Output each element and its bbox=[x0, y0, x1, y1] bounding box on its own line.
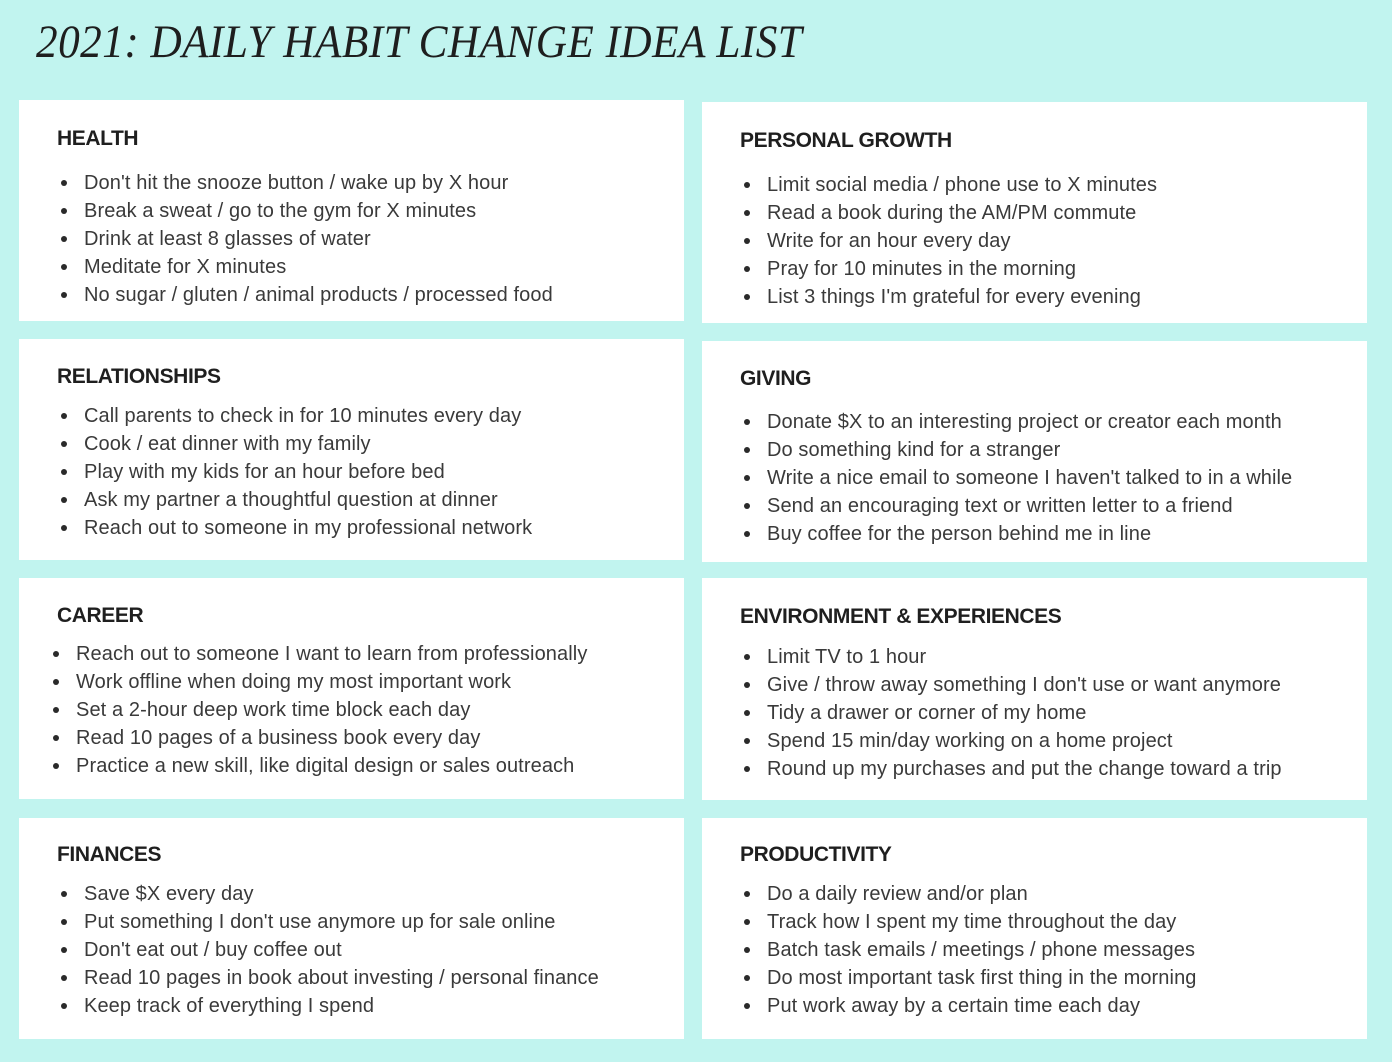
bullet-icon bbox=[61, 919, 67, 925]
habit-list bbox=[57, 880, 599, 1020]
bullet-icon bbox=[744, 891, 750, 897]
list-item-text: Limit TV to 1 hour bbox=[767, 646, 927, 668]
list-item-text: Put work away by a certain time each day bbox=[767, 995, 1141, 1017]
habit-list bbox=[740, 171, 1157, 311]
bullet-icon bbox=[744, 294, 750, 300]
list-item bbox=[49, 724, 587, 752]
list-item bbox=[740, 283, 1157, 311]
list-item-text: Tidy a drawer or corner of my home bbox=[767, 702, 1087, 724]
list-item bbox=[57, 992, 599, 1020]
list-item-text: Donate $X to an interesting project or creator each month bbox=[767, 411, 1282, 433]
list-item-text: Reach out to someone in my professional network bbox=[84, 517, 533, 539]
bullet-icon bbox=[61, 525, 67, 531]
bullet-icon bbox=[53, 707, 59, 713]
card-title: HEALTH bbox=[57, 127, 139, 150]
habit-list bbox=[740, 408, 1292, 548]
list-item-text: Give / throw away something I don't use or want anymore bbox=[767, 674, 1282, 696]
list-item-text: Don't eat out / buy coffee out bbox=[84, 939, 342, 961]
list-item-text: Set a 2-hour deep work time block each day bbox=[76, 699, 471, 721]
list-item-text: No sugar / gluten / animal products / processed food bbox=[84, 284, 553, 306]
bullet-icon bbox=[61, 292, 67, 298]
habit-list bbox=[740, 643, 1282, 783]
list-item-text: Read a book during the AM/PM commute bbox=[767, 202, 1137, 224]
list-item-text: Limit social media / phone use to X minutes bbox=[767, 174, 1158, 196]
list-item bbox=[49, 752, 587, 780]
list-item-text: List 3 things I'm grateful for every evening bbox=[767, 286, 1141, 308]
bullet-icon bbox=[53, 679, 59, 685]
list-item bbox=[49, 668, 587, 696]
bullet-icon bbox=[61, 891, 67, 897]
list-item-text: Do something kind for a stranger bbox=[767, 439, 1061, 461]
card-title: ENVIRONMENT & EXPERIENCES bbox=[740, 605, 1062, 628]
bullet-icon bbox=[61, 180, 67, 186]
list-item bbox=[740, 964, 1197, 992]
bullet-icon bbox=[61, 947, 67, 953]
list-item-text: Do a daily review and/or plan bbox=[767, 883, 1028, 905]
card-giving bbox=[702, 341, 1367, 562]
list-item bbox=[57, 402, 532, 430]
bullet-icon bbox=[61, 441, 67, 447]
list-item bbox=[740, 755, 1282, 783]
bullet-icon bbox=[53, 735, 59, 741]
habit-list bbox=[57, 169, 553, 309]
bullet-icon bbox=[744, 919, 750, 925]
list-item-text: Write a nice email to someone I haven't talked to in a while bbox=[767, 467, 1293, 489]
bullet-icon bbox=[61, 975, 67, 981]
bullet-icon bbox=[53, 763, 59, 769]
list-item bbox=[57, 514, 532, 542]
bullet-icon bbox=[744, 210, 750, 216]
list-item bbox=[57, 253, 553, 281]
list-item bbox=[57, 964, 599, 992]
list-item-text: Break a sweat / go to the gym for X minutes bbox=[84, 200, 477, 222]
habit-list bbox=[740, 880, 1197, 1020]
list-item-text: Buy coffee for the person behind me in line bbox=[767, 523, 1152, 545]
list-item bbox=[740, 171, 1157, 199]
bullet-icon bbox=[744, 766, 750, 772]
bullet-icon bbox=[61, 413, 67, 419]
bullet-icon bbox=[744, 531, 750, 537]
bullet-icon bbox=[744, 419, 750, 425]
card-finances bbox=[19, 818, 684, 1039]
list-item-text: Meditate for X minutes bbox=[84, 256, 287, 278]
list-item bbox=[57, 880, 599, 908]
list-item-text: Don't hit the snooze button / wake up by X hour bbox=[84, 172, 509, 194]
list-item bbox=[740, 643, 1282, 671]
list-item-text: Save $X every day bbox=[84, 883, 254, 905]
list-item-text: Practice a new skill, like digital design or sales outreach bbox=[76, 755, 575, 777]
list-item-text: Cook / eat dinner with my family bbox=[84, 433, 371, 455]
list-item-text: Read 10 pages of a business book every day bbox=[76, 727, 481, 749]
list-item bbox=[740, 255, 1157, 283]
list-item-text: Read 10 pages in book about investing / personal finance bbox=[84, 967, 599, 989]
card-title: FINANCES bbox=[57, 843, 162, 866]
list-item bbox=[57, 908, 599, 936]
list-item-text: Keep track of everything I spend bbox=[84, 995, 375, 1017]
bullet-icon bbox=[744, 1003, 750, 1009]
bullet-icon bbox=[744, 947, 750, 953]
list-item-text: Work offline when doing my most important work bbox=[76, 671, 512, 693]
list-item-text: Pray for 10 minutes in the morning bbox=[767, 258, 1077, 280]
card-title: RELATIONSHIPS bbox=[57, 365, 221, 388]
list-item bbox=[740, 227, 1157, 255]
card-environment-experiences bbox=[702, 578, 1367, 800]
bullet-icon bbox=[744, 503, 750, 509]
list-item-text: Do most important task first thing in the morning bbox=[767, 967, 1197, 989]
list-item-text: Batch task emails / meetings / phone messages bbox=[767, 939, 1196, 961]
list-item bbox=[740, 992, 1197, 1020]
bullet-icon bbox=[61, 236, 67, 242]
bullet-icon bbox=[744, 710, 750, 716]
list-item bbox=[57, 197, 553, 225]
list-item bbox=[740, 408, 1292, 436]
list-item bbox=[57, 281, 553, 309]
bullet-icon bbox=[61, 1003, 67, 1009]
list-item bbox=[740, 199, 1157, 227]
list-item-text: Play with my kids for an hour before bed bbox=[84, 461, 445, 483]
bullet-icon bbox=[744, 738, 750, 744]
list-item bbox=[740, 727, 1282, 755]
list-item-text: Ask my partner a thoughtful question at dinner bbox=[84, 489, 498, 511]
list-item bbox=[57, 430, 532, 458]
list-item bbox=[57, 169, 553, 197]
list-item bbox=[57, 225, 553, 253]
list-item bbox=[740, 671, 1282, 699]
list-item bbox=[49, 696, 587, 724]
list-item-text: Send an encouraging text or written letter to a friend bbox=[767, 495, 1233, 517]
list-item bbox=[740, 908, 1197, 936]
list-item bbox=[57, 458, 532, 486]
list-item-text: Track how I spent my time throughout the day bbox=[767, 911, 1177, 933]
list-item bbox=[740, 436, 1292, 464]
list-item bbox=[49, 640, 587, 668]
habit-list bbox=[57, 402, 532, 542]
list-item bbox=[740, 880, 1197, 908]
list-item bbox=[57, 936, 599, 964]
list-item bbox=[740, 464, 1292, 492]
list-item bbox=[740, 936, 1197, 964]
bullet-icon bbox=[744, 682, 750, 688]
bullet-icon bbox=[744, 475, 750, 481]
card-productivity bbox=[702, 818, 1367, 1039]
card-title: PERSONAL GROWTH bbox=[740, 129, 952, 152]
card-title: GIVING bbox=[740, 367, 812, 390]
bullet-icon bbox=[744, 654, 750, 660]
card-title: PRODUCTIVITY bbox=[740, 843, 892, 866]
bullet-icon bbox=[744, 266, 750, 272]
bullet-icon bbox=[61, 264, 67, 270]
bullet-icon bbox=[744, 447, 750, 453]
bullet-icon bbox=[744, 182, 750, 188]
list-item bbox=[740, 699, 1282, 727]
bullet-icon bbox=[53, 651, 59, 657]
bullet-icon bbox=[744, 238, 750, 244]
page-title: 2021: DAILY HABIT CHANGE IDEA LIST bbox=[36, 16, 803, 68]
card-relationships bbox=[19, 339, 684, 560]
habit-list bbox=[49, 640, 587, 780]
card-career bbox=[19, 578, 684, 799]
list-item-text: Put something I don't use anymore up for sale online bbox=[84, 911, 556, 933]
list-item-text: Call parents to check in for 10 minutes every day bbox=[84, 405, 522, 427]
bullet-icon bbox=[61, 497, 67, 503]
list-item-text: Round up my purchases and put the change toward a trip bbox=[767, 758, 1282, 780]
list-item bbox=[57, 486, 532, 514]
list-item-text: Spend 15 min/day working on a home project bbox=[767, 730, 1173, 752]
list-item-text: Reach out to someone I want to learn from professionally bbox=[76, 643, 588, 665]
card-health bbox=[19, 100, 684, 321]
card-title: CAREER bbox=[57, 604, 144, 627]
bullet-icon bbox=[61, 469, 67, 475]
card-personal-growth bbox=[702, 102, 1367, 323]
list-item-text: Drink at least 8 glasses of water bbox=[84, 228, 371, 250]
bullet-icon bbox=[744, 975, 750, 981]
list-item bbox=[740, 520, 1292, 548]
bullet-icon bbox=[61, 208, 67, 214]
list-item bbox=[740, 492, 1292, 520]
list-item-text: Write for an hour every day bbox=[767, 230, 1011, 252]
